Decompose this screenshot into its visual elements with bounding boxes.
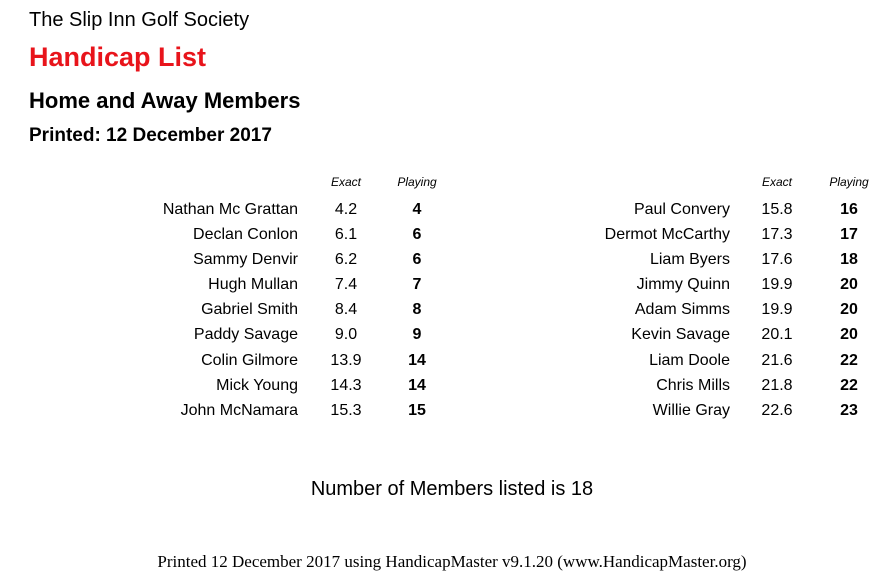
right-exact-header: Exact: [761, 175, 792, 189]
member-name: Mick Young: [216, 376, 298, 394]
member-exact: 8.4: [334, 301, 358, 319]
member-playing: 14: [408, 376, 426, 394]
member-exact: 19.9: [761, 276, 793, 294]
member-exact: 4.2: [334, 201, 358, 218]
member-row: [0, 247, 892, 272]
member-exact: 22.6: [761, 401, 793, 419]
member-row: [0, 348, 892, 373]
member-exact: 7.4: [334, 276, 358, 294]
member-playing: 20: [840, 326, 858, 344]
member-playing: 16: [840, 201, 858, 218]
member-playing: 4: [412, 201, 422, 218]
member-playing: 6: [412, 251, 422, 269]
member-exact: 19.9: [761, 301, 793, 319]
member-name: John McNamara: [180, 401, 298, 419]
member-name: Liam Byers: [649, 251, 730, 269]
member-name: Colin Gilmore: [201, 351, 298, 369]
member-exact: 20.1: [761, 326, 793, 344]
member-exact: 13.9: [330, 351, 362, 369]
member-exact: 6.2: [334, 251, 358, 269]
member-name: Paddy Savage: [193, 326, 298, 344]
member-playing: 17: [840, 226, 858, 244]
member-playing: 20: [840, 301, 858, 319]
member-playing: 22: [840, 376, 858, 394]
member-exact: 6.1: [334, 226, 358, 244]
member-exact: 15.8: [761, 201, 793, 218]
member-playing: 14: [408, 351, 426, 369]
member-row: [0, 297, 892, 322]
print-footer: Printed 12 December 2017 using HandicapMaster v9.1.20 (www.HandicapMaster.org): [157, 552, 747, 571]
member-name: Chris Mills: [656, 376, 730, 394]
member-playing: 22: [840, 351, 858, 369]
member-name: Kevin Savage: [631, 326, 730, 344]
member-exact: 17.6: [761, 251, 793, 269]
member-row: [0, 322, 892, 347]
member-name: Paul Convery: [633, 201, 730, 218]
member-name: Adam Simms: [634, 301, 730, 319]
member-name: Hugh Mullan: [208, 276, 298, 294]
member-playing: 6: [412, 226, 422, 244]
member-playing: 9: [412, 326, 422, 344]
member-name: Gabriel Smith: [201, 301, 298, 319]
member-playing: 18: [840, 251, 858, 269]
left-exact-header: Exact: [330, 175, 361, 189]
member-playing: 15: [408, 401, 426, 419]
member-name: Declan Conlon: [193, 226, 298, 244]
member-row: [0, 398, 892, 423]
member-name: Jimmy Quinn: [636, 276, 730, 294]
member-exact: 21.6: [761, 351, 793, 369]
member-row: [0, 197, 892, 222]
member-name: Sammy Denvir: [193, 251, 298, 269]
printed-date: Printed: 12 December 2017: [29, 125, 272, 146]
left-playing-header: Playing: [397, 175, 437, 189]
member-row: [0, 373, 892, 398]
member-playing: 23: [840, 401, 858, 419]
member-name: Nathan Mc Grattan: [162, 201, 298, 218]
page-title: Handicap List: [29, 42, 207, 72]
member-row: [0, 272, 892, 297]
member-playing: 7: [412, 276, 422, 294]
member-name: Dermot McCarthy: [604, 226, 730, 244]
right-playing-header: Playing: [829, 175, 869, 189]
member-exact: 9.0: [334, 326, 358, 344]
member-exact: 21.8: [761, 376, 793, 394]
member-exact: 17.3: [761, 226, 793, 244]
page-subtitle: Home and Away Members: [29, 88, 301, 113]
right-member-column: [0, 197, 892, 423]
member-exact: 14.3: [330, 376, 362, 394]
member-row: [0, 222, 892, 247]
member-name: Liam Doole: [649, 351, 730, 369]
society-name: The Slip Inn Golf Society: [29, 9, 250, 31]
member-exact: 15.3: [330, 401, 362, 419]
member-playing: 8: [412, 301, 422, 319]
member-playing: 20: [840, 276, 858, 294]
member-count-summary: Number of Members listed is 18: [310, 478, 594, 500]
member-name: Willie Gray: [652, 401, 730, 419]
